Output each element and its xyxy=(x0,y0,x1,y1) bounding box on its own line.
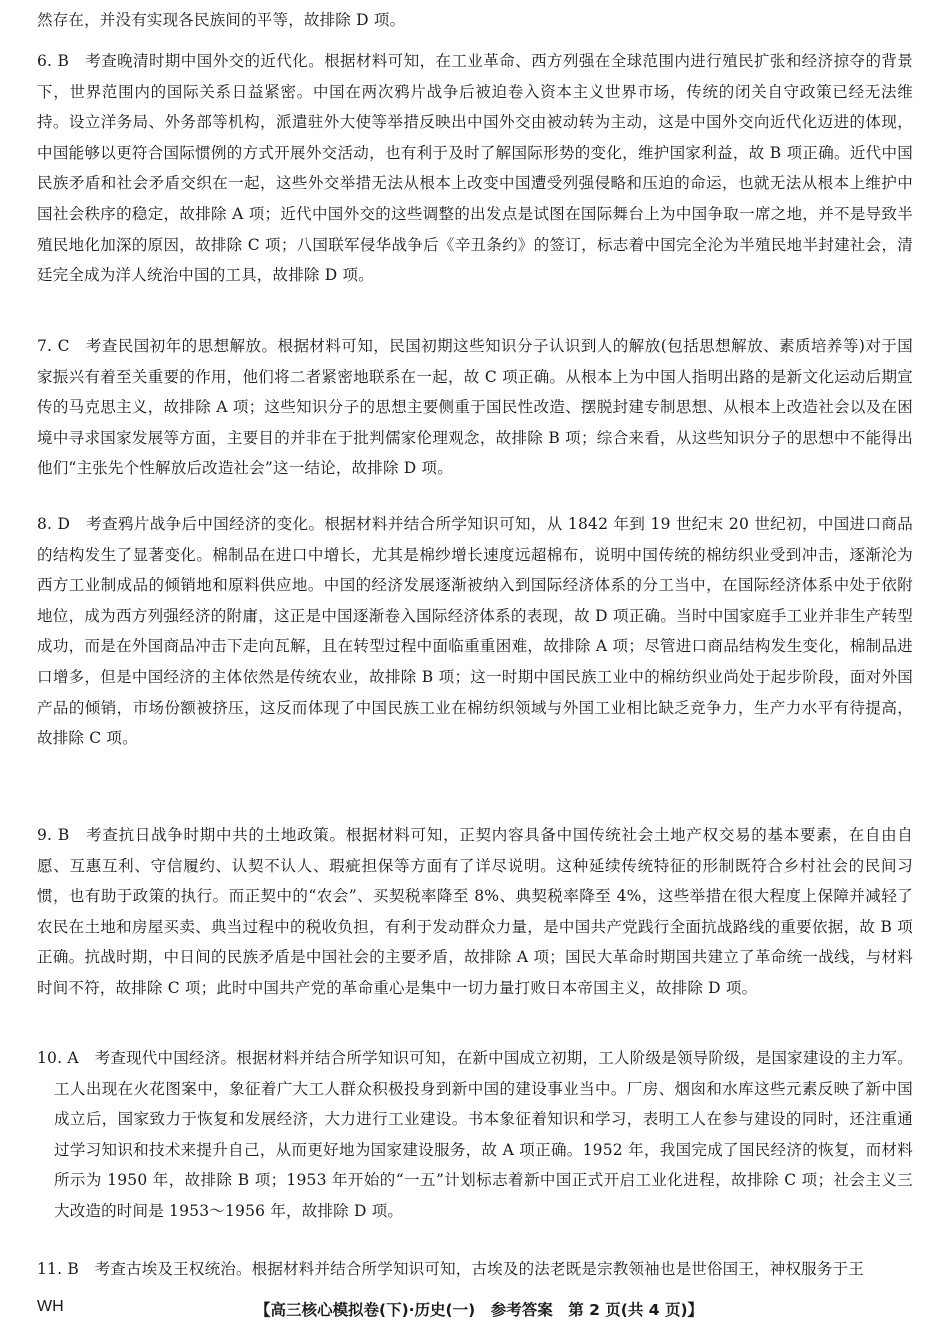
answer-item-7: 7. C 考查民国初年的思想解放。根据材料可知，民国初期这些知识分子认识到人的解放(包括思想解放、素质培养等)对于国家振兴有着至关重要的作用，他们将二者紧密地联系在一起，故 C 项正确。从根本上为中国人指明出路的是新文化运动后期宣传的马克思主义，故排除 A 项；这些知识分子的思想主要侧重于国民性改造、摆脱封建专制思想、从根本上改造社会以及在困境中寻求国家发展等方面，主要目的并非在于批判儒家伦理观念，故排除 B 项；综合来看，从这些知识分子的思想中不能得出他们“主张先个性解放后改造社会”这一结论，故排除 D 项。 xyxy=(37,337,913,478)
page-footer xyxy=(0,1296,950,1326)
answer-item-8: 8. D 考查鸦片战争后中国经济的变化。根据材料并结合所学知识可知，从 1842 年到 19 世纪末 20 世纪初，中国进口商品的结构发生了显著变化。棉制品在进口中增长，尤其是棉纱增长速度远超棉布，说明中国传统的棉纺织业受到冲击，逐渐沦为西方工业制成品的倾销地和原料供应地。中国的经济发展逐渐被纳入到国际经济体系的分工当中，在国际经济体系中处于依附地位，成为西方列强经济的附庸，这正是中国逐渐卷入国际经济体系的表现，故 D 项正确。当时中国家庭手工业并非生产转型成功，而是在外国商品冲击下走向瓦解，且在转型过程中面临重重困难，故排除 A 项；尽管进口商品结构发生变化，棉制品进口增多，但是中国经济的主体依然是传统农业，故排除 B 项；这一时期中国民族工业中的棉纺织业尚处于起步阶段，面对外国产品的倾销，市场份额被挤压，这反而体现了中国民族工业在棉纺织领域与外国工业相比缺乏竞争力，生产力水平有待提高，故排除 C 项。 xyxy=(37,515,913,748)
answer-item-9: 9. B 考查抗日战争时期中共的土地政策。根据材料可知，正契内容具备中国传统社会土地产权交易的基本要素，在自由自愿、互惠互利、守信履约、认契不认人、瑕疵担保等方面有了详尽说明。这种延续传统特征的形制既符合乡村社会的民间习惯，也有助于政策的执行。而正契中的“农会”、买契税率降至 8%、典契税率降至 4%，这些举措在很大程度上保障并减轻了农民在土地和房屋买卖、典当过程中的税收负担，有利于发动群众力量，是中国共产党践行全面抗战路线的重要依据，故 B 项正确。抗战时期，中日间的民族矛盾是中国社会的主要矛盾，故排除 A 项；国民大革命时期国共建立了革命统一战线，与材料时间不符，故排除 C 项；此时中国共产党的革命重心是集中一切力量打败日本帝国主义，故排除 D 项。 xyxy=(37,826,913,997)
footer-code: WH xyxy=(37,1298,64,1315)
intro-paragraph: 然存在，并没有实现各民族间的平等，故排除 D 项。 xyxy=(37,11,406,29)
answer-item-6: 6. B 考查晚清时期中国外交的近代化。根据材料可知，在工业革命、西方列强在全球范围内进行殖民扩张和经济掠夺的背景下，世界范围内的国际关系日益紧密。中国在两次鸦片战争后被迫卷入资本主义世界市场，传统的闭关自守政策已经无法维持。设立洋务局、外务部等机构，派遣驻外大使等举措反映出中国外交由被动转为主动，这是中国外交向近代化迈进的体现，中国能够以更符合国际惯例的方式开展外交活动，也有利于及时了解国际形势的变化，维护国家利益，故 B 项正确。近代中国民族矛盾和社会矛盾交织在一起，这些外交举措无法从根本上改变中国遭受列强侵略和压迫的命运，也就无法从根本上维护中国社会秩序的稳定，故排除 A 项；近代中国外交的这些调整的出发点是试图在国际舞台上为中国争取一席之地，并不是导致半殖民地化加深的原因，故排除 C 项；八国联军侵华战争后《辛丑条约》的签订，标志着中国完全沦为半殖民地半封建社会，清廷完全成为洋人统治中国的工具，故排除 D 项。 xyxy=(37,52,913,285)
footer-title: 【高三核心模拟卷(下)·历史(一) 参考答案 第 2 页(共 4 页)】 xyxy=(255,1301,704,1319)
answer-item-10: 10. A 考查现代中国经济。根据材料并结合所学知识可知，在新中国成立初期，工人阶级是领导阶级，是国家建设的主力军。工人出现在火花图案中，象征着广大工人群众积极投身到新中国的建设事业当中。厂房、烟囱和水库这些元素反映了新中国成立后，国家致力于恢复和发展经济，大力进行工业建设。书本象征着知识和学习，表明工人在参与建设的同时，还注重通过学习知识和技术来提升自己，从而更好地为国家建设服务，故 A 项正确。1952 年，我国完成了国民经济的恢复，而材料所示为 1950 年，故排除 B 项；1953 年开始的“一五”计划标志着新中国正式开启工业化进程，故排除 C 项；社会主义三大改造的时间是 1953～1956 年，故排除 D 项。 xyxy=(37,1049,913,1220)
answer-item-11: 11. B 考查古埃及王权统治。根据材料并结合所学知识可知，古埃及的法老既是宗教领袖也是世俗国王，神权服务于王 xyxy=(37,1260,864,1278)
